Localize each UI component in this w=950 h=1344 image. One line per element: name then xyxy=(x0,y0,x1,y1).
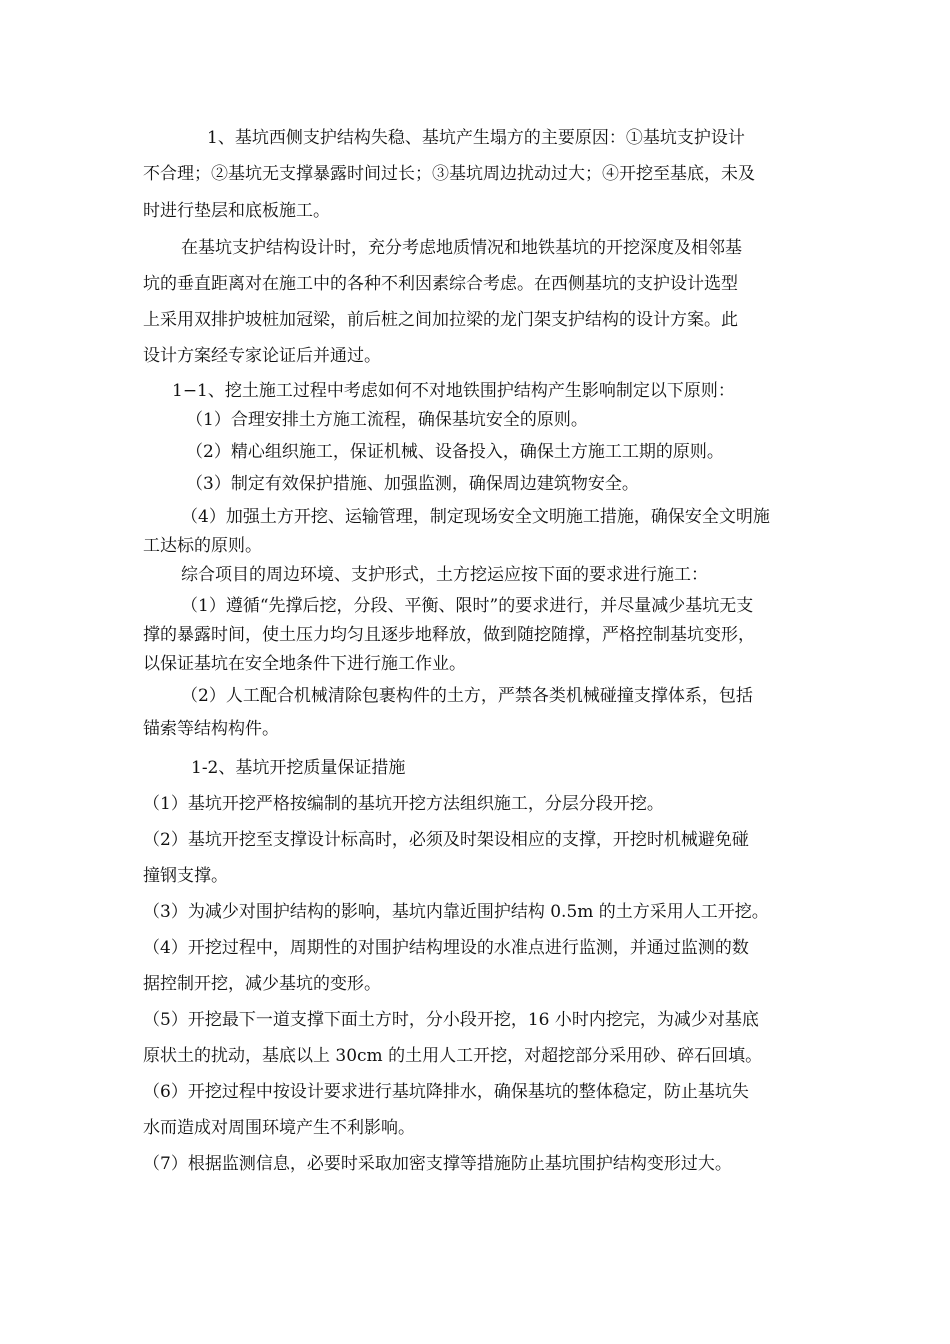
text-line: 在基坑支护结构设计时，充分考虑地质情况和地铁基坑的开挖深度及相邻基 xyxy=(181,238,742,258)
text-line: （2）基坑开挖至支撑设计标高时，必须及时架设相应的支撑，开挖时机械避免碰 xyxy=(143,830,749,850)
text-line: （2）精心组织施工，保证机械、设备投入，确保土方施工工期的原则。 xyxy=(186,442,724,462)
text-line: （3）制定有效保护措施、加强监测，确保周边建筑物安全。 xyxy=(186,474,639,494)
text-line: 坑的垂直距离对在施工中的各种不利因素综合考虑。在西侧基坑的支护设计选型 xyxy=(143,274,738,294)
text-line: （1）基坑开挖严格按编制的基坑开挖方法组织施工，分层分段开挖。 xyxy=(143,794,664,814)
text-line: （1）遵循“先撑后挖，分段、平衡、限时”的要求进行，并尽量减少基坑无支 xyxy=(181,596,754,616)
text-line: （1）合理安排土方施工流程，确保基坑安全的原则。 xyxy=(186,410,588,430)
text-line: 据控制开挖，减少基坑的变形。 xyxy=(143,974,381,994)
text-line: （4）加强土方开挖、运输管理，制定现场安全文明施工措施，确保安全文明施 xyxy=(181,507,770,527)
text-line: 1、基坑西侧支护结构失稳、基坑产生塌方的主要原因：①基坑支护设计 xyxy=(207,128,745,148)
text-line: 撑的暴露时间，使土压力均匀且逐步地释放，做到随挖随撑，严格控制基坑变形， xyxy=(143,625,755,645)
text-line: 上采用双排护坡桩加冠梁，前后桩之间加拉梁的龙门架支护结构的设计方案。此 xyxy=(143,310,738,330)
text-line: （3）为减少对围护结构的影响，基坑内靠近围护结构 0.5m 的土方采用人工开挖。 xyxy=(143,902,769,922)
text-line: （2）人工配合机械清除包裹构件的土方，严禁各类机械碰撞支撑体系，包括 xyxy=(181,686,753,706)
text-line: 综合项目的周边环境、支护形式，土方挖运应按下面的要求进行施工： xyxy=(181,565,708,585)
text-line: 1−1、挖土施工过程中考虑如何不对地铁围护结构产生影响制定以下原则： xyxy=(172,381,735,401)
text-line: （6）开挖过程中按设计要求进行基坑降排水，确保基坑的整体稳定，防止基坑失 xyxy=(143,1082,749,1102)
text-line: （5）开挖最下一道支撑下面土方时，分小段开挖，16 小时内挖完，为减少对基底 xyxy=(143,1010,759,1030)
section-heading: 1-2、基坑开挖质量保证措施 xyxy=(191,758,406,778)
text-line: 水而造成对周围环境产生不利影响。 xyxy=(143,1118,415,1138)
text-line: 以保证基坑在安全地条件下进行施工作业。 xyxy=(143,654,466,674)
text-line: （7）根据监测信息，必要时采取加密支撑等措施防止基坑围护结构变形过大。 xyxy=(143,1154,732,1174)
text-line: 设计方案经专家论证后并通过。 xyxy=(143,346,381,366)
text-line: 工达标的原则。 xyxy=(143,536,262,556)
text-line: 原状土的扰动，基底以上 30cm 的土用人工开挖，对超挖部分采用砂、碎石回填。 xyxy=(143,1046,763,1066)
text-line: 不合理；②基坑无支撑暴露时间过长；③基坑周边扰动过大；④开挖至基底，未及 xyxy=(143,164,755,184)
text-line: （4）开挖过程中，周期性的对围护结构埋设的水准点进行监测，并通过监测的数 xyxy=(143,938,749,958)
text-line: 锚索等结构构件。 xyxy=(143,719,279,739)
text-line: 时进行垫层和底板施工。 xyxy=(143,201,330,221)
text-line: 撞钢支撑。 xyxy=(143,866,228,886)
